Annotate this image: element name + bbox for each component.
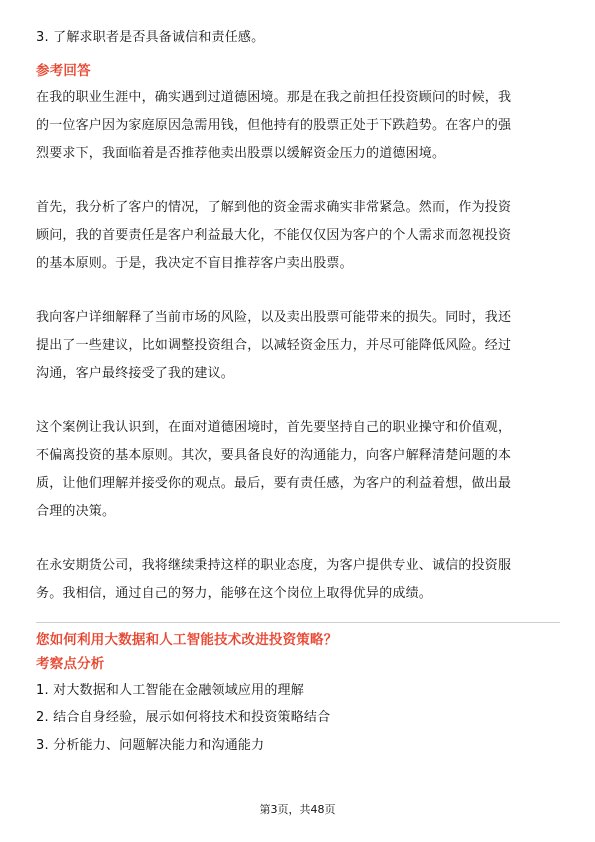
analysis-heading: 考察点分析 — [36, 656, 105, 672]
paragraph-2-line-2: 顾问，我的首要责任是客户利益最大化，不能仅仅因为客户的个人需求而忽视投资 — [36, 228, 512, 243]
paragraph-2-line-1: 首先，我分析了客户的情况，了解到他的资金需求确实非常紧急。然而，作为投资 — [36, 200, 512, 215]
paragraph-4-line-3: 质，让他们理解并接受你的观点。最后，要有责任感，为客户的利益着想，做出最 — [36, 476, 512, 491]
analysis-item-3: 3. 分析能力、问题解决能力和沟通能力 — [36, 738, 265, 753]
paragraph-3-line-3: 沟通，客户最终接受了我的建议。 — [36, 366, 235, 381]
paragraph-3-line-1: 我向客户详细解释了当前市场的风险，以及卖出股票可能带来的损失。同时，我还 — [36, 310, 512, 325]
section-divider — [36, 622, 560, 623]
paragraph-1-line-1: 在我的职业生涯中，确实遇到过道德困境。那是在我之前担任投资顾问的时候，我 — [36, 90, 512, 105]
analysis-item-2: 2. 结合自身经验，展示如何将技术和投资策略结合 — [36, 710, 331, 725]
paragraph-4-line-1: 这个案例让我认识到，在面对道德困境时，首先要坚持自己的职业操守和价值观， — [36, 420, 512, 435]
paragraph-1-line-2: 的一位客户因为家庭原因急需用钱，但他持有的股票正处于下跌趋势。在客户的强 — [36, 118, 512, 133]
paragraph-5-line-1: 在永安期货公司，我将继续秉持这样的职业态度，为客户提供专业、诚信的投资服 — [36, 558, 512, 573]
paragraph-1-line-3: 烈要求下，我面临着是否推荐他卖出股票以缓解资金压力的道德困境。 — [36, 146, 446, 161]
paragraph-3-line-2: 提出了一些建议，比如调整投资组合，以减轻资金压力，并尽可能降低风险。经过 — [36, 338, 512, 353]
paragraph-5-line-2: 务。我相信，通过自己的努力，能够在这个岗位上取得优异的成绩。 — [36, 586, 433, 601]
answer-heading: 参考回答 — [36, 63, 91, 79]
analysis-item-1: 1. 对大数据和人工智能在金融领域应用的理解 — [36, 683, 304, 698]
paragraph-2-line-3: 的基本原则。于是，我决定不盲目推荐客户卖出股票。 — [36, 256, 353, 271]
criteria-item-3: 3. 了解求职者是否具备诚信和责任感。 — [36, 30, 265, 45]
paragraph-4-line-4: 合理的决策。 — [36, 504, 116, 519]
page-footer: 第3页，共48页 — [259, 803, 336, 816]
paragraph-4-line-2: 不偏离投资的基本原则。其次，要具备良好的沟通能力，向客户解释清楚问题的本 — [36, 448, 512, 463]
question-heading: 您如何利用大数据和人工智能技术改进投资策略？ — [36, 632, 338, 648]
